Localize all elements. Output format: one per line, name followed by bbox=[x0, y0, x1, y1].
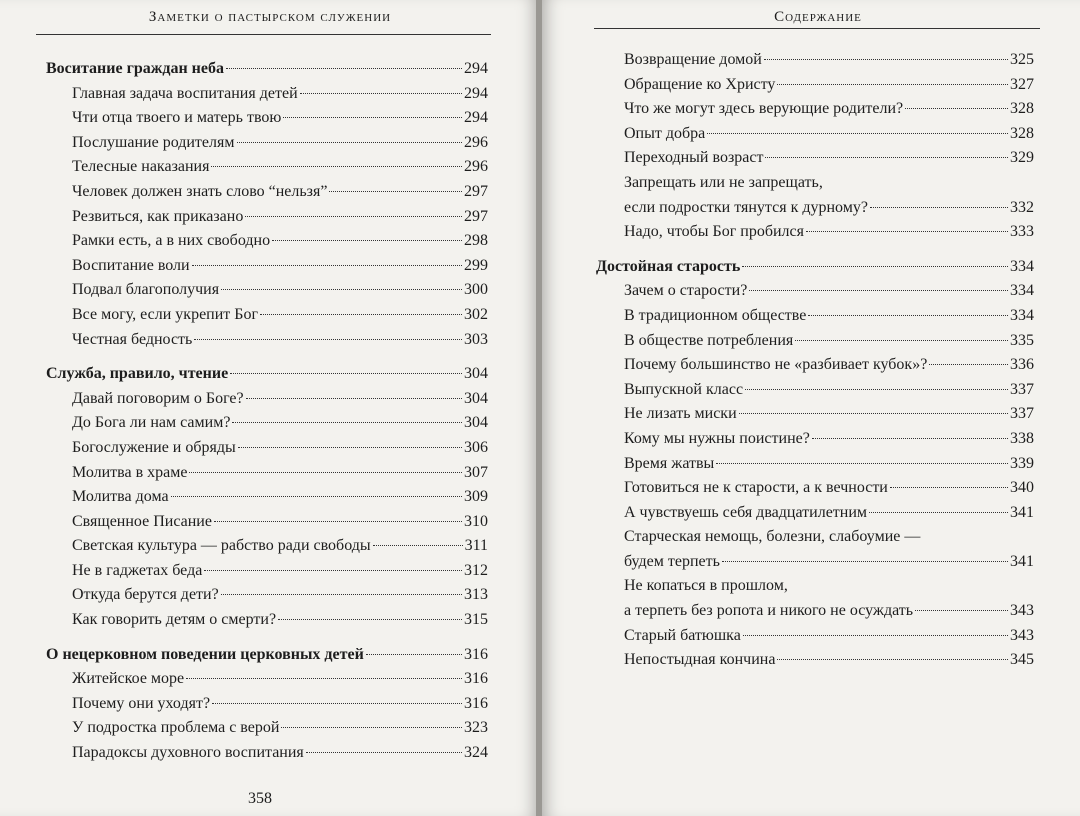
toc-entry bbox=[46, 387, 488, 412]
entry-title: Старый батюшка bbox=[624, 626, 741, 644]
leader-dots bbox=[743, 635, 1008, 636]
leader-dots bbox=[237, 142, 463, 143]
page-ref: 334 bbox=[1010, 282, 1034, 300]
toc-entry bbox=[46, 741, 488, 766]
entry-title: если подростки тянутся к дурному? bbox=[624, 198, 868, 216]
entry-title: Не лизать миски bbox=[624, 405, 737, 423]
toc-entry bbox=[46, 485, 488, 510]
page-ref: 328 bbox=[1010, 124, 1034, 142]
entry-title: В обществе потребления bbox=[624, 331, 794, 349]
entry-title: Кому мы нужны поистине? bbox=[624, 429, 810, 447]
entry-title: В традиционном обществе bbox=[624, 306, 807, 324]
toc-entry bbox=[46, 608, 488, 633]
entry-title: Что же могут здесь верующие родители? bbox=[624, 100, 904, 118]
entry-title: Обращение ко Христу bbox=[624, 75, 776, 93]
leader-dots bbox=[221, 594, 462, 595]
leader-dots bbox=[212, 703, 462, 704]
toc-entry bbox=[596, 353, 1034, 378]
leader-dots bbox=[281, 727, 462, 728]
toc-entry bbox=[46, 82, 488, 107]
leader-dots bbox=[194, 339, 462, 340]
leader-dots bbox=[238, 447, 462, 448]
toc-entry bbox=[596, 97, 1034, 122]
leader-dots bbox=[272, 240, 462, 241]
entry-title: Готовиться не к старости, а к вечности bbox=[624, 479, 888, 497]
page-ref: 316 bbox=[464, 694, 488, 712]
page-ref: 304 bbox=[464, 414, 488, 432]
page-ref: 332 bbox=[1010, 198, 1034, 216]
toc-entry bbox=[46, 692, 488, 717]
page-ref: 304 bbox=[464, 389, 488, 407]
page-ref: 340 bbox=[1010, 479, 1034, 497]
toc-entry bbox=[596, 427, 1034, 452]
toc-entry bbox=[596, 48, 1034, 73]
page-ref: 302 bbox=[464, 305, 488, 323]
entry-title: Подвал благополучия bbox=[72, 281, 220, 299]
leader-dots bbox=[221, 289, 462, 290]
toc-entry-multiline bbox=[596, 574, 1034, 623]
page-ref: 337 bbox=[1010, 405, 1034, 423]
leader-dots bbox=[230, 373, 462, 374]
entry-title-line: Запрещать или не запрещать, bbox=[624, 173, 823, 191]
right-page bbox=[542, 0, 1080, 816]
leader-dots bbox=[716, 463, 1008, 464]
page-ref: 315 bbox=[464, 611, 488, 629]
spacer bbox=[596, 245, 1034, 255]
entry-title: Зачем о старости? bbox=[624, 282, 748, 300]
leader-dots bbox=[329, 191, 462, 192]
section-title: Служба, правило, чтение bbox=[46, 365, 229, 383]
page-ref: 334 bbox=[1010, 306, 1034, 324]
toc-right bbox=[596, 48, 1034, 673]
leader-dots bbox=[870, 207, 1008, 208]
entry-title: Богослужение и обряды bbox=[72, 438, 236, 456]
leader-dots bbox=[795, 340, 1008, 341]
section-title: Достойная старость bbox=[596, 257, 741, 275]
page-ref: 294 bbox=[464, 109, 488, 127]
page-ref: 309 bbox=[464, 488, 488, 506]
entry-title: Рамки есть, а в них свободно bbox=[72, 232, 271, 250]
leader-dots bbox=[707, 133, 1008, 134]
page-ref: 297 bbox=[464, 182, 488, 200]
leader-dots bbox=[764, 59, 1008, 60]
entry-title: Священное Писание bbox=[72, 512, 212, 530]
toc-entry bbox=[46, 667, 488, 692]
section-title: Воситание граждан неба bbox=[46, 60, 224, 77]
page-number: 358 bbox=[248, 790, 272, 807]
page-ref: 337 bbox=[1010, 380, 1034, 398]
leader-dots bbox=[366, 654, 462, 655]
leader-dots bbox=[306, 752, 462, 753]
section-title: О нецерковном поведении церковных детей bbox=[46, 645, 364, 663]
toc-entry bbox=[46, 131, 488, 156]
entry-title: Надо, чтобы Бог пробился bbox=[624, 223, 804, 241]
page-ref: 311 bbox=[464, 537, 488, 555]
toc-entry bbox=[596, 73, 1034, 98]
leader-dots bbox=[777, 84, 1008, 85]
entry-title-line bbox=[624, 550, 1034, 575]
page-ref: 294 bbox=[464, 84, 488, 102]
page-ref: 296 bbox=[464, 158, 488, 176]
page-ref: 297 bbox=[464, 207, 488, 225]
page-ref: 294 bbox=[464, 60, 488, 77]
entry-title: Главная задача воспитания детей bbox=[72, 84, 298, 102]
toc-entry bbox=[46, 716, 488, 741]
toc-entry bbox=[46, 205, 488, 230]
page-ref: 296 bbox=[464, 133, 488, 151]
page-ref: 300 bbox=[464, 281, 488, 299]
toc-entry bbox=[596, 648, 1034, 673]
toc-entry bbox=[46, 328, 488, 353]
page-ref: 345 bbox=[1010, 651, 1034, 669]
toc-entry bbox=[46, 229, 488, 254]
entry-title: Парадоксы духовного воспитания bbox=[72, 744, 304, 762]
leader-dots bbox=[739, 413, 1008, 414]
leader-dots bbox=[211, 166, 462, 167]
entry-title: Человек должен знать слово “нельзя” bbox=[72, 182, 328, 200]
page-ref: 316 bbox=[464, 670, 488, 688]
entry-title: Чти отца твоего и матерь твою bbox=[72, 109, 282, 127]
leader-dots bbox=[192, 265, 462, 266]
page-ref: 335 bbox=[1010, 331, 1034, 349]
page-ref: 298 bbox=[464, 232, 488, 250]
entry-title: Давай поговорим о Боге? bbox=[72, 389, 244, 407]
header-rule bbox=[36, 34, 491, 35]
page-ref: 343 bbox=[1010, 602, 1034, 620]
toc-entry bbox=[46, 254, 488, 279]
leader-dots bbox=[929, 364, 1008, 365]
spacer bbox=[46, 352, 488, 362]
leader-dots bbox=[742, 266, 1008, 267]
leader-dots bbox=[300, 93, 462, 94]
page-ref: 334 bbox=[1010, 257, 1034, 275]
entry-title: Честная бедность bbox=[72, 330, 193, 348]
entry-title: Почему они уходят? bbox=[72, 694, 211, 712]
entry-title: Непостыдная кончина bbox=[624, 651, 776, 669]
running-head: Содержание bbox=[774, 9, 862, 25]
leader-dots bbox=[189, 472, 462, 473]
toc-entry bbox=[46, 180, 488, 205]
leader-dots bbox=[373, 545, 463, 546]
page-ref: 307 bbox=[464, 463, 488, 481]
entry-title: Откуда берутся дети? bbox=[72, 586, 219, 604]
toc-entry bbox=[596, 304, 1034, 329]
entry-title: Не в гаджетах беда bbox=[72, 561, 203, 579]
entry-title: Время жатвы bbox=[624, 454, 715, 472]
leader-dots bbox=[777, 659, 1008, 660]
toc-entry bbox=[46, 411, 488, 436]
entry-title-line: Не копаться в прошлом, bbox=[624, 577, 788, 595]
entry-title: До Бога ли нам самим? bbox=[72, 414, 231, 432]
entry-title: Как говорить детям о смерти? bbox=[72, 611, 277, 629]
leader-dots bbox=[745, 389, 1008, 390]
leader-dots bbox=[890, 487, 1008, 488]
page-ref: 338 bbox=[1010, 429, 1034, 447]
toc-entry bbox=[596, 122, 1034, 147]
entry-title: Житейское море bbox=[72, 670, 185, 688]
page-ref: 339 bbox=[1010, 454, 1034, 472]
page-ref: 329 bbox=[1010, 149, 1034, 167]
entry-title: У подростка проблема с верой bbox=[72, 719, 280, 737]
leader-dots bbox=[214, 521, 462, 522]
page-ref: 327 bbox=[1010, 75, 1034, 93]
toc-entry bbox=[596, 279, 1034, 304]
entry-title: Возвращение домой bbox=[624, 51, 762, 68]
toc-section bbox=[596, 255, 1034, 280]
toc-entry bbox=[46, 583, 488, 608]
page-ref: 336 bbox=[1010, 356, 1034, 374]
page-ref: 303 bbox=[464, 330, 488, 348]
toc-entry bbox=[596, 476, 1034, 501]
toc-entry bbox=[46, 278, 488, 303]
toc-entry bbox=[596, 378, 1034, 403]
page-ref: 328 bbox=[1010, 100, 1034, 118]
leader-dots bbox=[171, 496, 462, 497]
toc-entry bbox=[46, 106, 488, 131]
toc-section bbox=[46, 362, 488, 387]
entry-title: Выпускной класс bbox=[624, 380, 744, 398]
toc-entry-multiline bbox=[596, 525, 1034, 574]
entry-title: Воспитание воли bbox=[72, 256, 190, 274]
leader-dots bbox=[808, 315, 1008, 316]
page-ref: 333 bbox=[1010, 223, 1034, 241]
toc-section bbox=[46, 643, 488, 668]
leader-dots bbox=[765, 157, 1008, 158]
page-ref: 324 bbox=[464, 744, 488, 762]
entry-title: А чувствуешь себя двадцатилетним bbox=[624, 503, 868, 521]
toc-entry bbox=[596, 624, 1034, 649]
entry-title: Телесные наказания bbox=[72, 158, 210, 176]
page-ref: 313 bbox=[464, 586, 488, 604]
entry-title: Светская культура — рабство ради свободы bbox=[72, 537, 371, 555]
leader-dots bbox=[260, 314, 462, 315]
entry-title: Молитва в храме bbox=[72, 463, 188, 481]
leader-dots bbox=[246, 398, 462, 399]
toc-entry bbox=[596, 220, 1034, 245]
entry-title-line bbox=[624, 599, 1034, 624]
leader-dots bbox=[806, 231, 1008, 232]
toc-entry bbox=[46, 303, 488, 328]
toc-entry bbox=[596, 402, 1034, 427]
page-ref: 304 bbox=[464, 365, 488, 383]
page-ref: 299 bbox=[464, 256, 488, 274]
toc-entry bbox=[596, 452, 1034, 477]
leader-dots bbox=[812, 438, 1008, 439]
page-ref: 323 bbox=[464, 719, 488, 737]
running-head: Заметки о пастырском служении bbox=[148, 9, 392, 25]
spacer bbox=[46, 633, 488, 643]
entry-title-line: Старческая немощь, болезни, слабоумие — bbox=[624, 528, 921, 546]
toc-entry bbox=[46, 436, 488, 461]
toc-entry bbox=[46, 155, 488, 180]
toc-left bbox=[46, 57, 488, 766]
page-ref: 325 bbox=[1010, 51, 1034, 68]
leader-dots bbox=[869, 512, 1008, 513]
toc-entry-multiline bbox=[596, 171, 1034, 220]
toc-entry bbox=[46, 559, 488, 584]
header-rule bbox=[594, 28, 1040, 29]
toc-entry bbox=[596, 501, 1034, 526]
page-ref: 341 bbox=[1010, 552, 1034, 570]
entry-title: Почему большинство не «разбивает кубок»? bbox=[624, 356, 928, 374]
leader-dots bbox=[905, 108, 1008, 109]
toc-entry bbox=[46, 534, 488, 559]
leader-dots bbox=[283, 117, 462, 118]
leader-dots bbox=[722, 561, 1008, 562]
page-ref: 312 bbox=[464, 561, 488, 579]
leader-dots bbox=[232, 422, 462, 423]
leader-dots bbox=[204, 570, 462, 571]
page-ref: 316 bbox=[464, 645, 488, 663]
page-ref: 306 bbox=[464, 438, 488, 456]
page-ref: 341 bbox=[1010, 503, 1034, 521]
page-ref: 310 bbox=[464, 512, 488, 530]
leader-dots bbox=[245, 216, 462, 217]
toc-section bbox=[46, 57, 488, 82]
leader-dots bbox=[915, 610, 1008, 611]
leader-dots bbox=[226, 68, 462, 69]
page-ref: 343 bbox=[1010, 626, 1034, 644]
entry-title: Опыт добра bbox=[624, 124, 706, 142]
entry-title: Молитва дома bbox=[72, 488, 169, 506]
entry-title: Послушание родителям bbox=[72, 133, 235, 151]
leader-dots bbox=[278, 619, 462, 620]
leader-dots bbox=[186, 678, 462, 679]
entry-title-line bbox=[624, 196, 1034, 221]
toc-entry bbox=[46, 510, 488, 535]
toc-entry bbox=[596, 146, 1034, 171]
toc-entry bbox=[46, 461, 488, 486]
left-page bbox=[0, 0, 538, 816]
entry-title: Все могу, если укрепит Бог bbox=[72, 305, 259, 323]
entry-title: Резвиться, как приказано bbox=[72, 207, 244, 225]
entry-title: а терпеть без ропота и никого не осуждать bbox=[624, 602, 914, 620]
entry-title: Переходный возраст bbox=[624, 149, 764, 167]
toc-entry bbox=[596, 329, 1034, 354]
entry-title: будем терпеть bbox=[624, 552, 720, 570]
leader-dots bbox=[749, 290, 1008, 291]
